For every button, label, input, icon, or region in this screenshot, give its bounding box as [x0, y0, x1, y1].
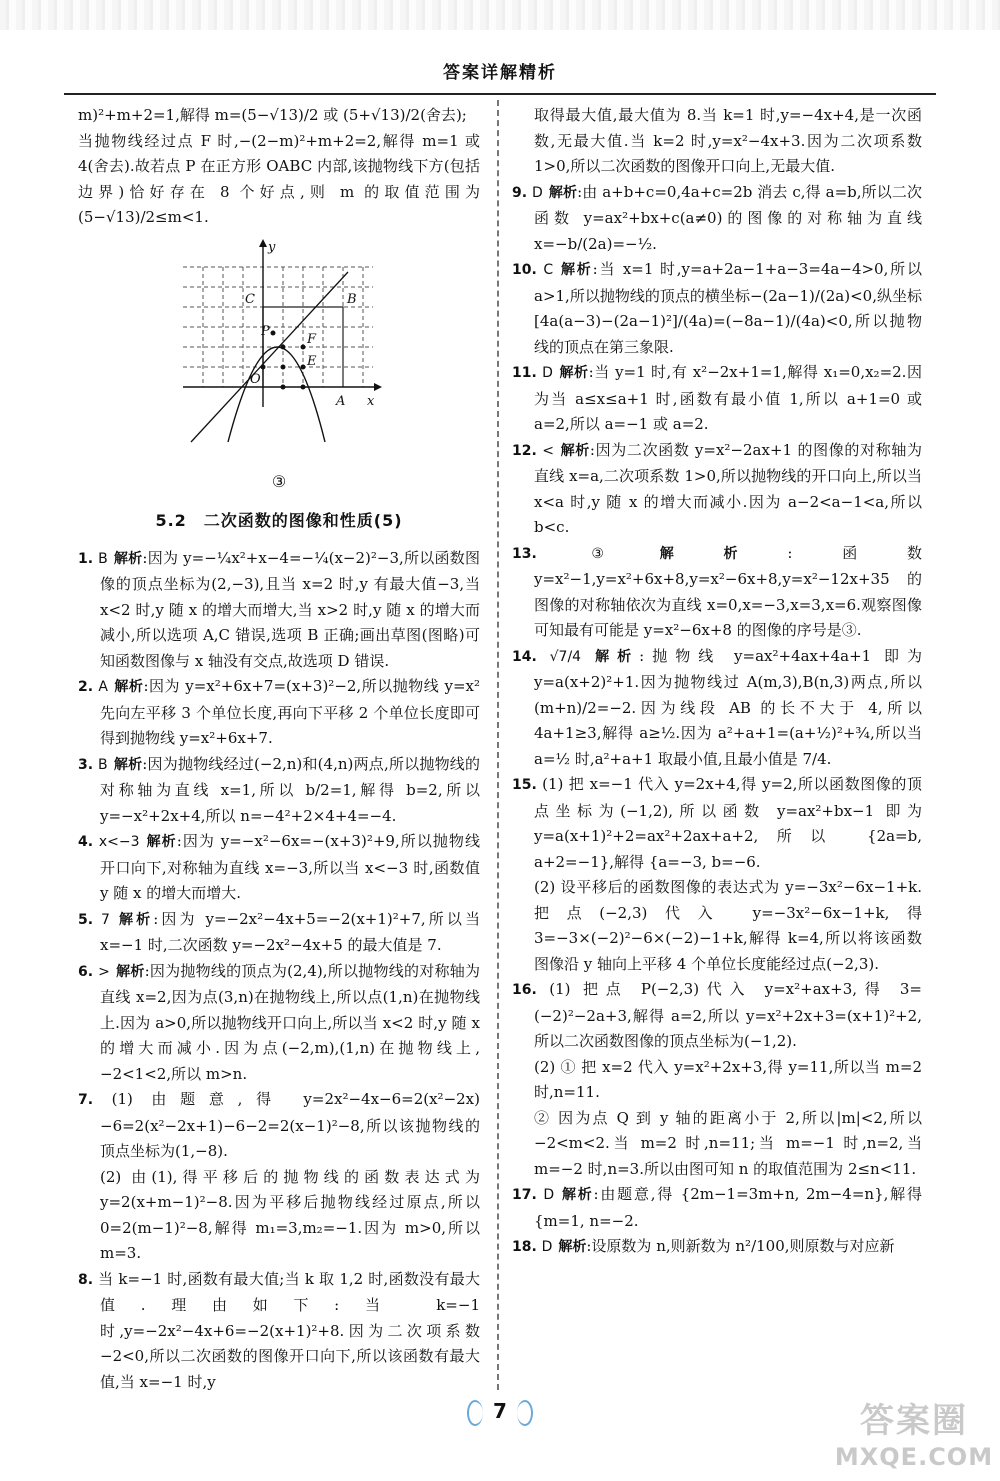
question-17: 17. D 解析:由题意,得 {2m−1=3m+n, 2m−4=n},解得 {m=1, n=−2.	[512, 1185, 922, 1230]
watermark-logo-text: 答案圈	[860, 1401, 968, 1441]
label-A: A	[336, 393, 346, 409]
question-7: 7. (1) 由题意,得 y=2x²−4x−6=2(x²−2x)−6=2(x²−2x+1)−6−2=2(x−1)²−8,所以该抛物线的顶点坐标为(1,−8).	[78, 1090, 480, 1160]
question-8-continuation: 取得最大值,最大值为 8.当 k=1 时,y=−4x+4,是一次函数,无最大值.当 k=2 时,y=x²−4x+3.因为二次项系数 1>0,所以二次函数的图像开口向上,无最大值.	[534, 106, 922, 175]
section-title: 5.2 二次函数的图像和性质(5)	[155, 511, 403, 530]
question-8: 8. 当 k=−1 时,函数有最大值;当 k 取 1,2 时,函数没有最大值.理由如下:当 k=−1 时,y=−2x²−4x+6=−2(x+1)²+8.因为二次项系数−2<0,所以二次函数的图像开口向下,所以该函数有最大值,当 x=−1 时,y	[78, 1269, 480, 1391]
question-15-part-2: (2) 设平移后的函数图像的表达式为 y=−3x²−6x−1+k.把点(−2,3)代入 y=−3x²−6x−1+k,得 3=−3×(−2)²−6×(−2)−1+k,解得 k=4,所以将该函数图像沿 y 轴向上平移 4 个单位长度能经过点(−2,3).	[534, 878, 922, 973]
header-decoration	[0, 0, 1000, 30]
question-16-part-2a: (2) ① 把 x=2 代入 y=x²+2x+3,得 y=11,所以当 m=2 时,n=11.	[534, 1057, 922, 1101]
question-9: 9. D 解析:由 a+b+c=0,4a+c=2b 消去 c,得 a=b,所以二次函数 y=ax²+bx+c(a≠0)的图像的对称轴为直线 x=−b/(2a)=−½.	[512, 182, 922, 253]
x-axis-arrow	[374, 383, 382, 391]
intro-line-2: 当抛物线经过点 F 时,−(2−m)²+m+2=2,解得 m=1 或 4(舍去).故若点 P 在正方形 OABC 内部,该抛物线下方(包括边界)恰好存在 8 个好点,则 m 的取值范围为 (5−√13)/2≤m<1.	[78, 131, 480, 226]
question-16: 16. (1) 把点 P(−2,3)代入 y=x²+ax+3,得 3=(−2)²−2a+3,解得 a=2,所以 y=x²+2x+3=(x+1)²+2,所以二次函数图像的顶点坐标为(−1,2).	[512, 980, 922, 1050]
question-6: 6. > 解析:因为抛物线的顶点为(2,4),所以抛物线的对称轴为直线 x=2,因为点(3,n)在抛物线上,所以点(1,n)在抛物线上.因为 a>0,所以抛物线开口向上,所以当 x<2 时,y 随 x 的增大而减小.因为点(−2,m),(1,n)在抛物线上,−2<1<2,所以 m>n.	[78, 961, 481, 1083]
question-13: 13. ③ 解析:函数 y=x²−1,y=x²+6x+8,y=x²−6x+8,y=x²−12x+35 的图像的对称轴依次为直线 x=0,x=−3,x=3,x=6.观察图像可知最有可能是 y=x²−6x+8 的图像的序号是③.	[512, 543, 922, 639]
figure-parabola-grid	[78, 237, 480, 467]
x-axis-label: x	[367, 393, 375, 409]
question-16-part-2b: ② 因为点 Q 到 y 轴的距离小于 2,所以|m|<2,所以−2<m<2.当 m=2 时,n=11;当 m=−1 时,n=2,当 m=−2 时,n=3.所以由图可知 n 的取值范围为 2≤n<11.	[534, 1108, 922, 1178]
question-10: 10. C 解析:当 x=1 时,y=a+2a−1+a−3=4a−4>0,所以 a>1,所以抛物线的顶点的横坐标−(2a−1)/(2a)<0,纵坐标 [4a(a−3)−(2a−1)²]/(4a)=(−8a−1)/(4a)<0,所以抛物线的顶点在第三象限.	[512, 260, 922, 356]
question-4: 4. x<−3 解析:因为 y=−x²−6x=−(x+3)²+9,所以抛物线开口向下,对称轴为直线 x=−3,所以当 x<−3 时,函数值 y 随 x 的增大而增大.	[78, 832, 480, 902]
label-E: E	[307, 353, 317, 369]
question-12: 12. < 解析:因为二次函数 y=x²−2ax+1 的图像的对称轴为直线 x=a,二次项系数 1>0,所以抛物线的开口向上,所以当 x<a 时,y 随 x 的增大而减小.因为 a−2<a−1<a,所以 b<c.	[512, 440, 923, 536]
label-F: F	[307, 331, 317, 347]
question-5: 5. 7 解析:因为 y=−2x²−4x+5=−2(x+1)²+7,所以当 x=−1 时,二次函数 y=−2x²−4x+5 的最大值是 7.	[78, 909, 480, 954]
page-header-title: 答案详解精析	[443, 63, 557, 83]
question-1: 1. B 解析:因为 y=−¼x²+x−4=−¼(x−2)²−3,所以函数图像的顶点坐标为(2,−3),且当 x=2 时,y 有最大值−3,当 x<2 时,y 随 x 的增大而增大,当 x>2 时,y 随 x 的增大而减小,所以选项 A,C 错误,选项 B 正确;画出草图(图略)可知函数图像与 x 轴没有交点,故选项 D 错误.	[78, 548, 480, 670]
right-column	[512, 103, 922, 1261]
figure-svg	[173, 237, 383, 462]
header-rule	[64, 93, 936, 95]
left-column	[78, 103, 480, 1395]
watermark-logo	[834, 1400, 994, 1480]
y-axis-arrow	[259, 239, 267, 247]
label-P: P	[261, 323, 270, 339]
figure-grid	[183, 267, 373, 387]
label-B: B	[347, 291, 357, 307]
line-graph	[191, 272, 348, 442]
question-15: 15. (1) 把 x=−1 代入 y=2x+4,得 y=2,所以函数图像的顶点坐标为(−1,2),所以函数 y=ax²+bx−1 即为 y=a(x+1)²+2=ax²+2ax+a+2,所以 {2a=b, a+2=−1},解得 {a=−3, b=−6.	[512, 775, 922, 871]
page-number: 7	[465, 1396, 535, 1426]
question-2: 2. A 解析:因为 y=x²+6x+7=(x+3)²−2,所以抛物线 y=x² 先向左平移 3 个单位长度,再向下平移 2 个单位长度即可得到抛物线 y=x²+6x+7.	[78, 677, 481, 747]
column-divider	[497, 100, 499, 1390]
label-O: O	[250, 371, 261, 387]
question-11: 11. D 解析:当 y=1 时,有 x²−2x+1=1,解得 x₁=0,x₂=2.因为当 a≤x≤a+1 时,函数有最小值 1,所以 a+1=0 或 a=2,所以 a=−1 或 a=2.	[512, 363, 922, 433]
intro-line-1: m)²+m+2=1,解得 m=(5−√13)/2 或 (5+√13)/2(舍去);	[78, 106, 467, 124]
watermark-site-text: MXQE.COM	[834, 1443, 994, 1471]
label-C: C	[245, 291, 255, 307]
y-axis-label: y	[268, 239, 276, 255]
question-18: 18. D 解析:设原数为 n,则新数为 n²/100,则原数与对应新	[512, 1237, 895, 1255]
question-14: 14. √7/4 解析:抛物线 y=ax²+4ax+4a+1 即为 y=a(x+2)²+1.因为抛物线过 A(m,3),B(n,3)两点,所以 (m+n)/2=−2.因为线段 AB 的长不大于 4,所以 4a+1≥3,解得 a≥½.因为 a²+a+1=(a+½)²+¾,所以当 a=½ 时,a²+a+1 取最小值,且最小值是 7/4.	[512, 646, 922, 768]
question-7-part-2: (2) 由(1),得平移后的抛物线的函数表达式为 y=2(x+m−1)²−8.因为平移后抛物线经过原点,所以 0=2(m−1)²−8,解得 m₁=3,m₂=−1.因为 m>0,所以 m=3.	[100, 1167, 480, 1262]
question-3: 3. B 解析:因为抛物线经过(−2,n)和(4,n)两点,所以抛物线的对称轴为直线 x=1,所以 b/2=1,解得 b=2,所以 y=−x²+2x+4,所以 n=−4²+2×4+4=−4.	[78, 754, 481, 825]
figure-caption: ③	[271, 471, 287, 491]
